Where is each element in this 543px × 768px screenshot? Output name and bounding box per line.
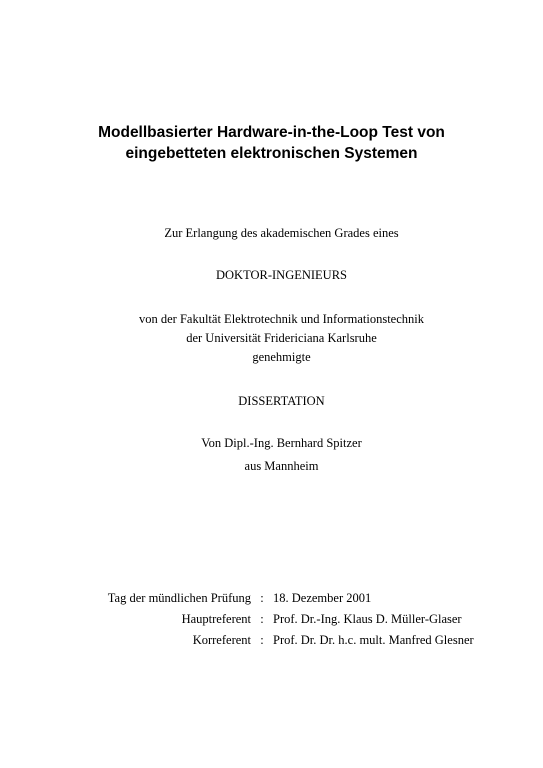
- exam-value-date: 18. Dezember 2001: [273, 591, 372, 605]
- degree-text: DOKTOR-INGENIEURS: [215, 268, 347, 282]
- exam-value-main-referee: Prof. Dr.-Ing. Klaus D. Müller-Glaser: [273, 612, 462, 626]
- author-line-1: Von Dipl.-Ing. Bernhard Spitzer: [201, 436, 362, 450]
- exam-value-co-referee: Prof. Dr. Dr. h.c. mult. Manfred Glesner: [273, 633, 474, 647]
- intro-text: Zur Erlangung des akademischen Grades eines: [164, 226, 399, 240]
- faculty-line-2: der Universität Fridericiana Karlsruhe: [186, 331, 377, 345]
- faculty-line-1: von der Fakultät Elektrotechnik und Informationstechnik: [139, 312, 424, 326]
- author-line-2: aus Mannheim: [244, 459, 319, 473]
- exam-separator: :: [260, 633, 264, 647]
- faculty-line-3: genehmigte: [252, 350, 311, 364]
- exam-label-co-referee: Korreferent: [192, 633, 251, 647]
- exam-separator: :: [260, 612, 264, 626]
- title-line-2: eingebetteten elektronischen Systemen: [125, 145, 418, 162]
- title-line-1: Modellbasierter Hardware-in-the-Loop Test von: [98, 124, 445, 141]
- exam-label-date: Tag der mündlichen Prüfung: [107, 591, 251, 605]
- exam-label-main-referee: Hauptreferent: [181, 612, 251, 626]
- exam-separator: :: [260, 591, 264, 605]
- document-type: DISSERTATION: [238, 394, 325, 408]
